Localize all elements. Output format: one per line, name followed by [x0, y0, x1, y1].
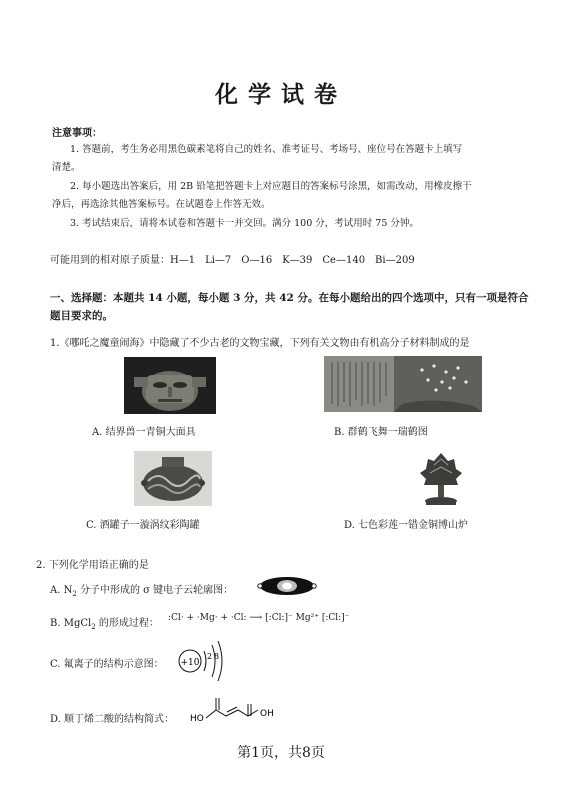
- maleic-acid-structure: [188, 694, 278, 732]
- shell-2-electrons: 8: [214, 652, 220, 661]
- q2-option-b: B. MgCl$_2$ 的形成过程：: [50, 618, 159, 631]
- fluoride-ion-structure-diagram: [176, 638, 226, 688]
- bronze-mask-image: [124, 357, 216, 414]
- note-line-1: 1. 答题前，考生务必用黑色碳素笔将自己的姓名、准考证号、考场号、座位号在答题卡上填写: [70, 144, 463, 155]
- notes-heading: 注意事项：: [52, 128, 102, 139]
- note-line-4: 净后，再选涂其他答案标号。在试题卷上作答无效。: [52, 199, 271, 210]
- incense-burner-image: [418, 451, 464, 509]
- mgcl2-formation-formula: :Cl· + ·Mg· + ·Cl: ⟶ [:Cl:]⁻ Mg²⁺ [:Cl:]⁻: [168, 613, 350, 623]
- note-line-3: 2. 每小题选出答案后，用 2B 铅笔把答题卡上对应题目的答案标号涂黑，如需改动，用橡皮擦干: [70, 181, 472, 192]
- q1-option-b: B. 群鹤飞舞一瑞鹤图: [334, 427, 428, 438]
- q2-stem: 2. 下列化学用语正确的是: [36, 560, 149, 571]
- q1-stem: 1.《哪吒之魔童闹海》中隐藏了不少古老的文物宝藏，下列有关文物由有机高分子材料制成的是: [50, 338, 470, 349]
- pottery-jar-image: [134, 451, 212, 506]
- nucleus-charge: +10: [180, 658, 200, 668]
- section-heading-2: 题目要求的。: [50, 310, 113, 322]
- q1-option-a: A. 结界兽一青铜大面具: [92, 427, 196, 438]
- q2-option-a: A. $N_2$ 分子中形成的 σ 键电子云轮廓图：: [50, 585, 234, 598]
- atomic-masses: 可能用到的相对原子质量：H—1 Li—7 O—16 K—39 Ce—140 Bi—209: [50, 255, 415, 266]
- note-line-2: 清楚。: [52, 162, 81, 173]
- crane-painting-image: [324, 356, 482, 412]
- section-heading-1: 一、选择题：本题共 14 小题，每小题 3 分，共 42 分。在每小题给出的四个选项中，只有一项是符合: [50, 292, 529, 304]
- q2-option-c: C. 氟离子的结构示意图：: [50, 659, 164, 670]
- hydroxyl-right: OH: [260, 709, 274, 719]
- q1-option-d: D. 七色彩莲一错金铜博山炉: [344, 520, 469, 531]
- sigma-bond-orbital-diagram: [256, 575, 318, 601]
- shell-1-electrons: 2: [207, 652, 213, 661]
- exam-title: 化学试卷: [215, 81, 347, 108]
- hydroxyl-left: HO: [190, 714, 204, 724]
- page-footer: 第1页，共8页: [237, 745, 325, 761]
- q1-option-c: C. 酒罐子一漩涡纹彩陶罐: [86, 520, 200, 531]
- note-line-5: 3. 考试结束后，请将本试卷和答题卡一并交回。满分 100 分，考试用时 75 分钟。: [70, 218, 419, 229]
- q2-option-d: D. 顺丁烯二酸的结构简式：: [50, 714, 175, 725]
